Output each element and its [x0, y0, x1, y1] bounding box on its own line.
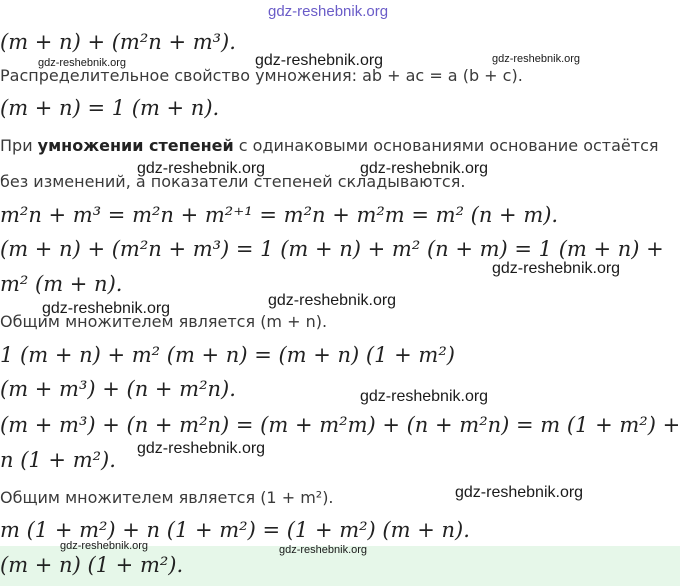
expression-line: (m + n) + (m²n + m³).	[0, 30, 236, 54]
watermark: gdz-reshebnik.org	[455, 484, 584, 501]
watermark: gdz-reshebnik.org	[360, 160, 489, 177]
expression-line: (m + m³) + (n + m²n) = (m + m²m) + (n + m²n) = m (1 + m²) +	[0, 413, 680, 437]
watermark: gdz-reshebnik.org	[38, 57, 127, 69]
watermark: gdz-reshebnik.org	[137, 160, 266, 177]
watermark: gdz-reshebnik.org	[255, 52, 384, 69]
expression-line: (m + m³) + (n + m²n).	[0, 377, 236, 401]
watermark: gdz-reshebnik.org	[492, 53, 581, 65]
expression-line: m (1 + m²) + n (1 + m²) = (1 + m²) (m + n).	[0, 518, 470, 542]
expression-line: n (1 + m²).	[0, 448, 116, 472]
exponent-rule-text	[0, 136, 659, 155]
text-fragment: При	[0, 136, 38, 155]
watermark: gdz-reshebnik.org	[360, 388, 489, 405]
text-fragment: с одинаковыми основаниями основание остаётся	[233, 136, 659, 155]
watermark: gdz-reshebnik.org	[268, 3, 389, 20]
common-factor-text: Общим множителем является (m + n).	[0, 312, 328, 331]
expression-line: 1 (m + n) + m² (m + n) = (m + n) (1 + m²)	[0, 343, 455, 367]
bold-term: умножении степеней	[37, 136, 234, 155]
final-answer: (m + n) (1 + m²).	[0, 553, 184, 577]
watermark: gdz-reshebnik.org	[137, 440, 266, 457]
watermark: gdz-reshebnik.org	[268, 292, 397, 309]
expression-line: m² (m + n).	[0, 272, 123, 296]
common-factor-text: Общим множителем является (1 + m²).	[0, 488, 334, 507]
watermark: gdz-reshebnik.org	[60, 540, 149, 552]
watermark: gdz-reshebnik.org	[492, 260, 621, 277]
watermark: gdz-reshebnik.org	[279, 544, 368, 556]
expression-line: (m + n) = 1 (m + n).	[0, 96, 220, 120]
distributive-property-text: Распределительное свойство умножения: ab + ac = a (b + c).	[0, 66, 523, 85]
exponent-rule-text: без изменений, а показатели степеней складываются.	[0, 172, 466, 191]
expression-line: m²n + m³ = m²n + m²⁺¹ = m²n + m²m = m² (n + m).	[0, 203, 559, 227]
watermark: gdz-reshebnik.org	[42, 300, 171, 317]
expression-line: (m + n) + (m²n + m³) = 1 (m + n) + m² (n + m) = 1 (m + n) +	[0, 237, 664, 261]
